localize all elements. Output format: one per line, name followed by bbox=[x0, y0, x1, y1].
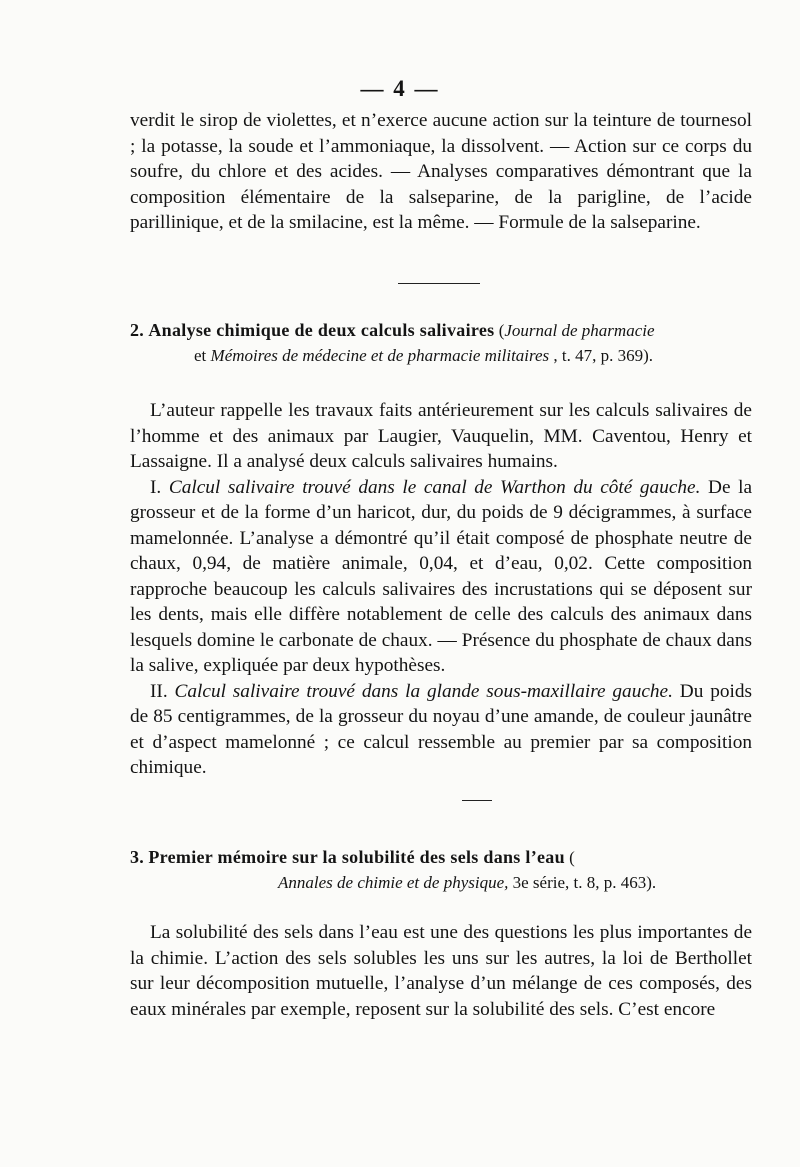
section-divider-small bbox=[462, 800, 492, 801]
section-3-para-1: La solubilité des sels dans l’eau est une des questions les plus importantes de la chimie. L’action des sels solubles les uns sur les autres, la loi de Berthollet sur leur décomposition mutuelle, l’analyse d’un mélange de ces composés, des eaux minérales par exemple, reposent sur la solubilité des sels. C’est encore bbox=[130, 922, 752, 1020]
section-2-item-1 bbox=[130, 475, 752, 679]
section-2-source-ref: , t. 47, p. 369). bbox=[553, 346, 654, 365]
section-2-para-1: L’auteur rappelle les travaux faits antérieurement sur les calculs salivaires de l’homme et des animaux par Laugier, Vauquelin, MM. Caventou, Henry et Lassaigne. Il a analysé deux calculs salivaires humains. bbox=[130, 400, 752, 472]
intro-text: verdit le sirop de violettes, et n’exerce aucune action sur la teinture de tournesol ; la potasse, la soude et l’ammoniaque, la dissolvent. — Action sur ce corps du soufre, du chlore et des acides. — Analyses comparatives démontrant que la composition élémentaire de la salseparine, de la parigline, de l’acide parillinique, et de la smilacine, est la même. — Formule de la salseparine. bbox=[130, 110, 752, 233]
section-2-source-open: ( bbox=[498, 321, 505, 340]
section-divider bbox=[398, 283, 480, 284]
section-2-source-memoires: Mémoires de médecine et de pharmacie militaires bbox=[210, 346, 550, 365]
section-2-source-and: et bbox=[194, 346, 207, 365]
section-3-source-annales: Annales de chimie et de physique, bbox=[278, 873, 509, 892]
intro-paragraph bbox=[130, 108, 752, 236]
page-number: — 4 — bbox=[360, 76, 440, 101]
section-2-heading-line2 bbox=[130, 343, 752, 368]
section-2-source-journal: Journal de pharmacie bbox=[504, 321, 655, 340]
item-2-title: Calcul salivaire trouvé dans la glande sous-maxillaire gauche. bbox=[174, 680, 673, 702]
item-2-text: Du poids de 85 centigrammes, de la grosseur du noyau d’une amande, de couleur jaunâtre et d’aspect mamelonné ; ce calcul ressemble au premier par sa composition chimique. bbox=[130, 680, 752, 778]
item-2-number: II. bbox=[150, 680, 168, 702]
section-3-title: Premier mémoire sur la solubilité des sels dans l’eau bbox=[148, 847, 565, 867]
section-3-source-ref: 3e série, t. 8, p. 463). bbox=[512, 873, 657, 892]
item-1-title: Calcul salivaire trouvé dans le canal de Warthon du côté gauche. bbox=[168, 476, 701, 498]
section-2-heading bbox=[130, 318, 752, 368]
section-3-source-open: ( bbox=[569, 848, 575, 867]
item-1-text: De la grosseur et de la forme d’un haricot, dur, du poids de 9 décigrammes, à surface mamelonnée. L’analyse a démontré qu’il était composé de phosphate neutre de chaux, 0,94, de matière animale, 0,04, et d’eau, 0,02. Cette composition rapproche beaucoup les calculs salivaires des incrustations qui se déposent sur les dents, mais elle diffère notablement de celle des calculs des animaux dans lesquels domine le carbonate de chaux. — Présence du phosphate de chaux dans la salive, expliquée par deux hypothèses. bbox=[130, 476, 753, 676]
section-2-item-2 bbox=[130, 679, 752, 781]
section-3-number: 3. bbox=[130, 847, 145, 867]
item-1-number: I. bbox=[150, 476, 162, 498]
section-3-body bbox=[130, 920, 752, 1022]
section-2-number: 2. bbox=[130, 320, 145, 340]
section-3-heading-line2 bbox=[130, 870, 752, 895]
section-3-heading bbox=[130, 845, 752, 895]
section-2-title: Analyse chimique de deux calculs salivaires bbox=[148, 320, 495, 340]
section-2-body bbox=[130, 398, 752, 781]
